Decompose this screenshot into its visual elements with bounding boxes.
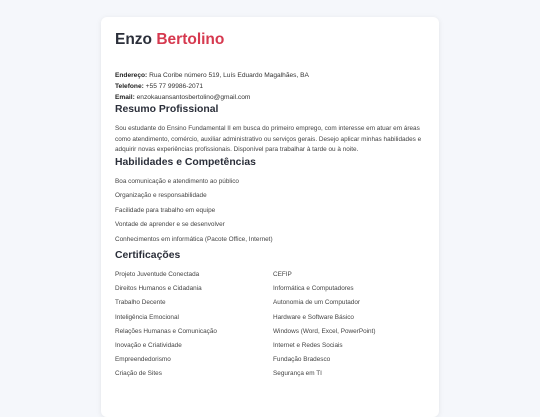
resumo-heading: Resumo Profissional [115,104,219,115]
phone-label: Telefone: [115,83,144,90]
last-name: Bertolino [156,31,225,48]
list-item: Autonomia de um Computador [273,299,361,307]
list-item: Boa comunicação e atendimento ao público [115,177,239,185]
list-item: CEFIP [273,271,292,278]
habilidades-list [115,177,425,250]
address-value: Rua Coribe número 519, Luís Eduardo Magalhães, BA [149,72,309,79]
email-label: Email: [115,94,135,101]
list-item: Informática e Computadores [273,285,354,293]
list-item: Trabalho Decente [115,299,166,307]
list-item: Organização e responsabilidade [115,192,207,199]
phone-value: +55 77 99986-2071 [145,83,204,90]
email-value: enzokauansantosbertolino@gmail.com [136,94,251,101]
list-item: Hardware e Software Básico [273,313,354,321]
list-item: Empreendedorismo [115,356,171,364]
habilidades-heading: Habilidades e Competências [115,156,256,168]
resumo-text: Sou estudante do Ensino Fundamental II em busca do primeiro emprego, com interesse em atuar em áreas como atendimento, comércio, auxiliar administrativo ou serviços gerais. Desejo aplicar minhas habilidades e adquirir novas experiências profissionais. Disponível para trabalhar à tarde ou à noite. [115,125,422,153]
contact-block [115,70,425,103]
page-title [115,31,425,53]
address-label: Endereço: [115,72,148,79]
list-item: Inteligência Emocional [115,313,179,321]
list-item: Criação de Sites [115,370,162,378]
list-item: Relações Humanas e Comunicação [115,327,217,335]
list-item: Segurança em TI [273,370,322,378]
list-item: Conhecimentos em informática (Pacote Office, Internet) [115,235,273,243]
list-item: Internet e Redes Sociais [273,341,343,349]
list-item: Fundação Bradesco [273,356,331,364]
list-item: Windows (Word, Excel, PowerPoint) [273,327,376,335]
first-name: Enzo [115,31,153,48]
address-line [115,70,425,81]
certificacoes-grid [115,270,425,384]
list-item: Facilidade para trabalho em equipe [115,206,216,214]
certificacoes-heading: Certificações [115,250,181,261]
email-line [115,92,425,103]
resume-card [101,17,439,417]
list-item: Inovação e Criatividade [115,341,182,349]
list-item: Vontade de aprender e se desenvolver [115,221,225,228]
list-item: Direitos Humanos e Cidadania [115,285,202,293]
phone-line [115,81,425,92]
list-item: Projeto Juventude Conectada [115,271,200,278]
